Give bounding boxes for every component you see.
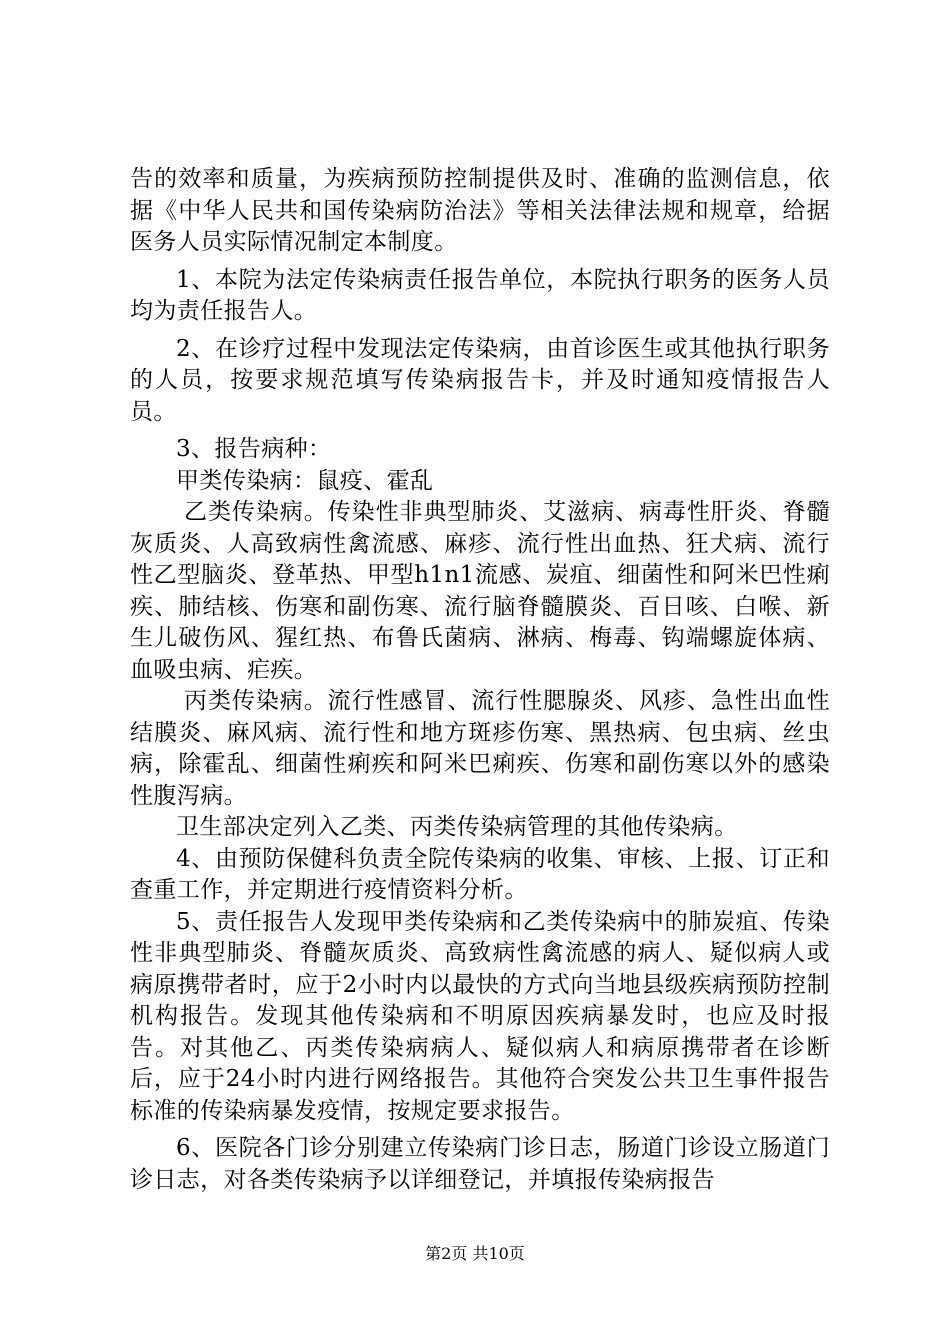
paragraph-item-6: 6、医院各门诊分别建立传染病门诊日志，肠道门诊设立肠道门诊日志，对各类传染病予以详细登记，并填报传染病报告 xyxy=(130,1135,830,1193)
paragraph-item-5: 5、责任报告人发现甲类传染病和乙类传染病中的肺炭疽、传染性非典型肺炎、脊髓灰质炎、高致病性禽流感的病人、疑似病人或病原携带者时，应于2小时内以最快的方式向当地县级疾病预防控制机构报告。发现其他传染病和不明原因疾病暴发时，也应及时报告。对其他乙、丙类传染病病人、疑似病人和病原携带者在诊断后，应于24小时内进行网络报告。其他符合突发公共卫生事件报告标准的传染病暴发疫情，按规定要求报告。 xyxy=(130,908,830,1124)
paragraph-item-1: 1、本院为法定传染病责任报告单位，本院执行职务的医务人员均为责任报告人。 xyxy=(130,266,830,324)
paragraph-class-b-diseases: 乙类传染病。传染性非典型肺炎、艾滋病、病毒性肝炎、脊髓灰质炎、人高致病性禽流感、麻疹、流行性出血热、狂犬病、流行性乙型脑炎、登革热、甲型h1n1流感、炭疽、细菌性和阿米巴性痢疾、肺结核、伤寒和副伤寒、流行脑脊髓膜炎、百日咳、白喉、新生儿破伤风、猩红热、布鲁氏菌病、淋病、梅毒、钩端螺旋体病、血吸虫病、疟疾。 xyxy=(130,499,830,683)
paragraph-intro-continuation: 告的效率和质量，为疾病预防控制提供及时、准确的监测信息，依据《中华人民共和国传染病防治法》等相关法律法规和规章，给据医务人员实际情况制定本制度。 xyxy=(130,166,830,255)
paragraph-item-4: 4、由预防保健科负责全院传染病的收集、审核、上报、订正和查重工作，并定期进行疫情资料分析。 xyxy=(130,845,830,903)
paragraph-item-2: 2、在诊疗过程中发现法定传染病，由首诊医生或其他执行职务的人员，按要求规范填写传染病报告卡，并及时通知疫情报告人员。 xyxy=(130,335,830,425)
document-body xyxy=(130,164,830,1196)
paragraph-class-a-diseases: 甲类传染病：鼠疫、霍乱 xyxy=(176,467,434,494)
paragraph-item-3-heading: 3、报告病种： xyxy=(176,436,332,462)
page-number-footer: 第2页 共10页 xyxy=(425,1244,525,1263)
paragraph-class-c-diseases: 丙类传染病。流行性感冒、流行性腮腺炎、风疹、急性出血性结膜炎、麻风病、流行性和地方斑疹伤寒、黑热病、包虫病、丝虫病，除霍乱、细菌性痢疾和阿米巴痢疾、伤寒和副伤寒以外的感染性腹泻病。 xyxy=(130,688,830,809)
paragraph-other-diseases: 卫生部决定列入乙类、丙类传染病管理的其他传染病。 xyxy=(176,814,738,840)
